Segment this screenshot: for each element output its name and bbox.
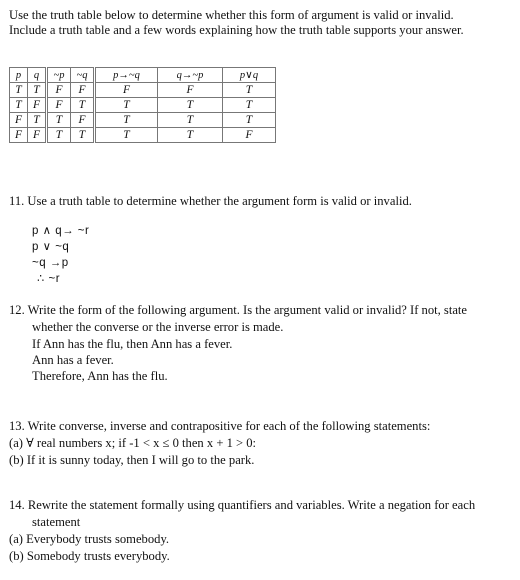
table-cell: F (71, 113, 95, 128)
table-cell: F (47, 98, 71, 113)
q12-premise-2: Ann has a fever. (32, 353, 114, 367)
q13-part-b: (b) If it is sunny today, then I will go to the park. (9, 453, 255, 467)
q14-prompt-line-2: statement (32, 515, 81, 529)
intro-line-2: Include a truth table and a few words explaining how the truth table supports your answer. (9, 23, 464, 37)
table-cell: F (223, 128, 276, 143)
table-cell: F (10, 113, 28, 128)
header-cell: p→~q (95, 68, 158, 83)
table-cell: T (28, 113, 47, 128)
q14-part-b: (b) Somebody trusts everybody. (9, 549, 170, 563)
table-cell: T (95, 128, 158, 143)
q11-prompt: 11. Use a truth table to determine whether the argument form is valid or invalid. (9, 194, 412, 208)
q11-premise-3: ~q →p (32, 257, 69, 269)
table-cell: T (223, 83, 276, 98)
table-cell: T (71, 98, 95, 113)
table-cell: F (71, 83, 95, 98)
table-cell: F (28, 128, 47, 143)
truth-table (9, 67, 276, 143)
q11-conclusion: ∴ ~r (37, 273, 61, 285)
q13-part-a: (a) ∀ real numbers x; if -1 < x ≤ 0 then x + 1 > 0: (9, 436, 257, 450)
table-row (10, 113, 276, 128)
table-cell: T (71, 128, 95, 143)
table-cell: T (47, 113, 71, 128)
header-cell: q→~p (158, 68, 223, 83)
table-cell: T (10, 83, 28, 98)
q11-premise-2: p ∨ ~q (32, 241, 70, 253)
table-cell: T (47, 128, 71, 143)
table-cell: T (158, 113, 223, 128)
table-cell: F (28, 98, 47, 113)
table-cell: F (10, 128, 28, 143)
table-cell: T (28, 83, 47, 98)
header-cell: ~q (71, 68, 95, 83)
q14-part-a: (a) Everybody trusts somebody. (9, 532, 170, 546)
q12-conclusion: Therefore, Ann has the flu. (32, 369, 168, 383)
table-row (10, 128, 276, 143)
table-cell: T (95, 98, 158, 113)
q14-prompt-line-1: 14. Rewrite the statement formally using quantifiers and variables. Write a negation for each (9, 498, 476, 512)
table-row (10, 98, 276, 113)
q13-prompt: 13. Write converse, inverse and contrapositive for each of the following statements: (9, 419, 431, 433)
table-cell: T (223, 113, 276, 128)
table-row (10, 83, 276, 98)
q11-premise-1: p ∧ q→ ~r (32, 225, 90, 237)
table-cell: T (95, 113, 158, 128)
header-cell: p (10, 68, 28, 83)
truth-table-header (10, 68, 276, 83)
header-cell: p∨q (223, 68, 276, 83)
table-cell: T (10, 98, 28, 113)
table-cell: F (95, 83, 158, 98)
table-cell: F (158, 83, 223, 98)
intro-line-1: Use the truth table below to determine whether this form of argument is valid or invalid. (9, 8, 454, 22)
q12-premise-1: If Ann has the flu, then Ann has a fever. (32, 337, 233, 351)
table-cell: T (158, 98, 223, 113)
table-cell: T (223, 98, 276, 113)
q12-prompt-line-1: 12. Write the form of the following argument. Is the argument valid or invalid? If not, state (9, 303, 468, 317)
table-cell: F (47, 83, 71, 98)
header-cell: ~p (47, 68, 71, 83)
table-cell: T (158, 128, 223, 143)
q12-prompt-line-2: whether the converse or the inverse error is made. (32, 320, 284, 334)
header-cell: q (28, 68, 47, 83)
